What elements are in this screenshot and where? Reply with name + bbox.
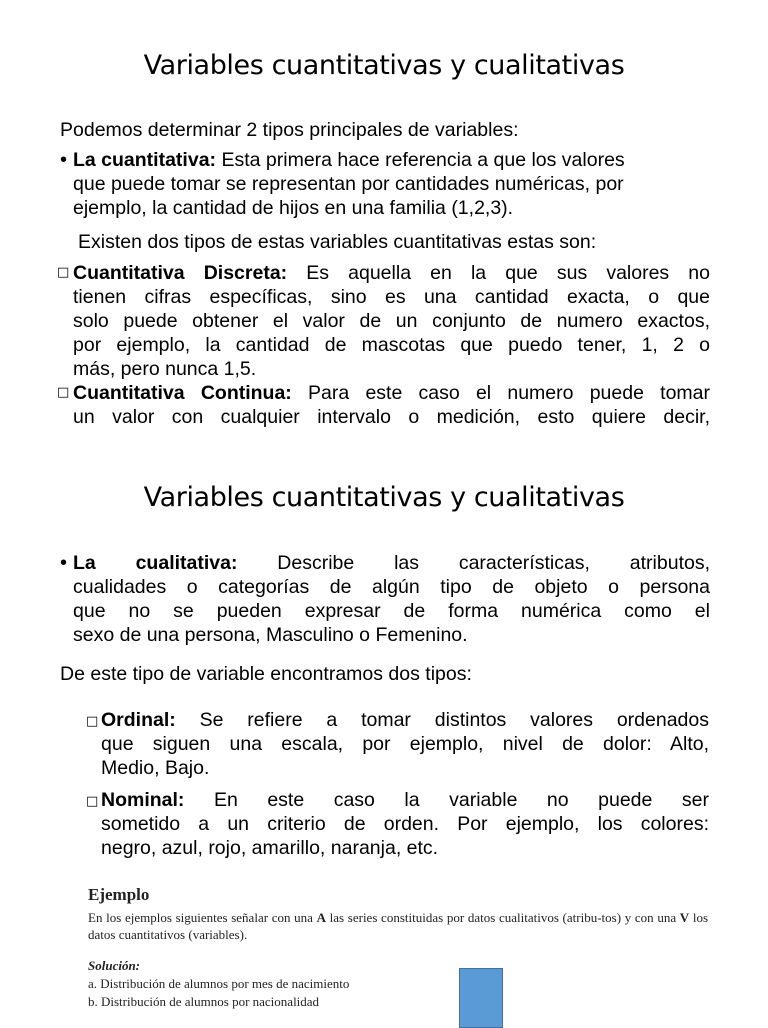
bullet-cualitativa: • [60, 552, 68, 574]
ordinal-paragraph: Ordinal: Se refiere a tomar distintos valores ordenados que siguen una escala, por ejemplo, nivel de dolor: Alto, Medio, Bajo. [101, 709, 709, 779]
bullet-cuantitativa: • [60, 149, 68, 171]
continua-label: Cuantitativa Continua: [73, 382, 292, 404]
checkbox-icon: □ [86, 794, 99, 809]
answer-box [459, 968, 503, 1028]
nominal-label: Nominal: [101, 789, 185, 811]
example-block [88, 884, 708, 1011]
list-item: b. Distribución de alumnos por nacionalidad [88, 994, 320, 1009]
nominal-paragraph: Nominal: En este caso la variable no puede ser sometido a un criterio de orden. Por ejemplo, los colores: negro, azul, rojo, amarillo, naranja, etc. [101, 789, 709, 859]
cualitativa-subintro: De este tipo de variable encontramos dos tipos: [60, 663, 472, 685]
cualitativa-paragraph: La cualitativa: Describe las características, atributos, cualidades o categorías de algún tipo de objeto o persona que no se pueden expresar de forma numérica como el sexo de una persona, Masculino o Femenino. [73, 552, 711, 646]
example-instructions: En los ejemplos siguientes señalar con una A las series constituidas por datos cualitativos (atribu-tos) y con una V los datos cuantitativos (variables). [88, 910, 709, 942]
slide-title: Variables cuantitativas y cualitativas [143, 482, 625, 513]
cuantitativa-label: La cuantitativa: [73, 149, 217, 171]
ordinal-label: Ordinal: [101, 709, 176, 731]
intro-text: Podemos determinar 2 tipos principales de variables: [60, 119, 519, 141]
checkbox-icon: □ [57, 385, 70, 400]
discreta-paragraph: Cuantitativa Discreta: Es aquella en la que sus valores no tienen cifras específicas, sino es una cantidad exacta, o que solo puede obtener el valor de un conjunto de numero exactos, por ejemplo, la cantidad de mascotas que puedo tener, 1, 2 o más, pero nunca 1,5. [73, 262, 710, 380]
slide-title: Variables cuantitativas y cualitativas [143, 50, 625, 81]
cualitativa-label: La cualitativa: [73, 552, 238, 574]
cuantitativa-paragraph: La cuantitativa: Esta primera hace referencia a que los valores que puede tomar se representan por cantidades numéricas, por ejemplo, la cantidad de hijos en una familia (1,2,3). [73, 149, 625, 219]
list-item: a. Distribución de alumnos por mes de nacimiento [88, 976, 350, 991]
example-title: Ejemplo [88, 885, 150, 904]
discreta-label: Cuantitativa Discreta: [73, 262, 288, 284]
cuantitativa-subintro: Existen dos tipos de estas variables cuantitativas estas son: [78, 231, 597, 253]
solution-label: Solución: [88, 958, 141, 973]
checkbox-icon: □ [57, 265, 70, 280]
checkbox-icon: □ [86, 714, 99, 729]
continua-paragraph: Cuantitativa Continua: Para este caso el numero puede tomar un valor con cualquier intervalo o medición, esto quiere decir, [73, 382, 710, 428]
